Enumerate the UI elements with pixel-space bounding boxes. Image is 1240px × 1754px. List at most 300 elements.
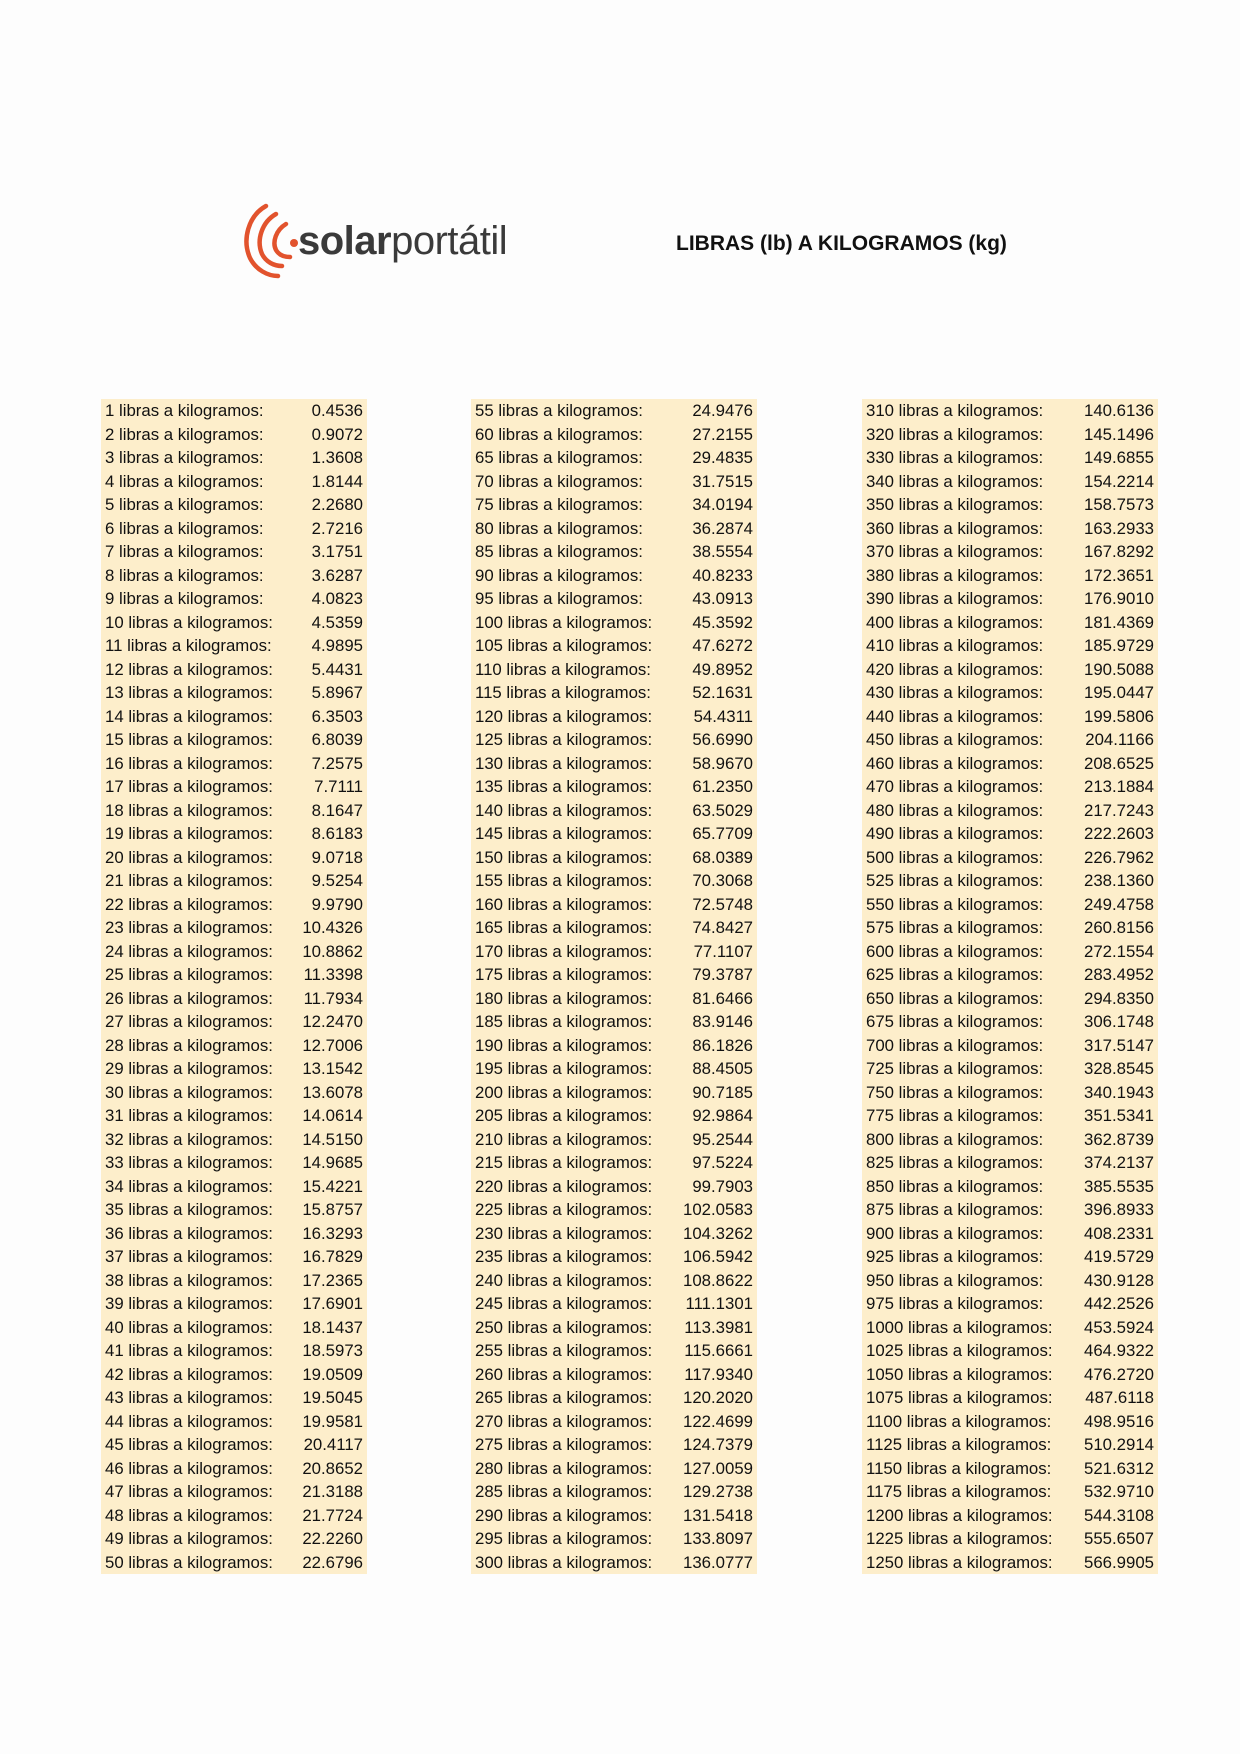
conversion-value: 21.3188 bbox=[302, 1482, 363, 1501]
conversion-value: 86.1826 bbox=[692, 1035, 753, 1055]
conversion-value: 22.6796 bbox=[302, 1552, 363, 1572]
conversion-row bbox=[101, 1504, 367, 1528]
conversion-row bbox=[101, 1175, 367, 1199]
conversion-label: 255 libras a kilogramos: bbox=[475, 1341, 653, 1360]
conversion-label: 215 libras a kilogramos: bbox=[475, 1153, 653, 1172]
conversion-label: 185 libras a kilogramos: bbox=[475, 1012, 653, 1031]
conversion-row bbox=[862, 423, 1158, 447]
conversion-value: 15.8757 bbox=[302, 1200, 363, 1219]
conversion-row bbox=[101, 634, 367, 658]
conversion-label: 725 libras a kilogramos: bbox=[866, 1059, 1044, 1078]
conversion-value: 124.7379 bbox=[683, 1435, 753, 1454]
conversion-value: 172.3651 bbox=[1084, 565, 1154, 585]
conversion-row bbox=[471, 1339, 757, 1363]
conversion-value: 351.5341 bbox=[1084, 1106, 1154, 1125]
conversion-value: 19.0509 bbox=[302, 1364, 363, 1384]
conversion-row bbox=[101, 1222, 367, 1246]
conversion-label: 950 libras a kilogramos: bbox=[866, 1270, 1044, 1290]
conversion-label: 360 libras a kilogramos: bbox=[866, 518, 1044, 538]
conversion-row bbox=[862, 540, 1158, 564]
conversion-row bbox=[101, 1339, 367, 1363]
conversion-label: 900 libras a kilogramos: bbox=[866, 1223, 1044, 1243]
conversion-row bbox=[101, 822, 367, 846]
conversion-column-3 bbox=[862, 399, 1158, 1574]
conversion-value: 13.1542 bbox=[302, 1059, 363, 1078]
conversion-row bbox=[101, 1386, 367, 1410]
conversion-row bbox=[471, 1480, 757, 1504]
conversion-value: 6.3503 bbox=[311, 706, 363, 726]
conversion-row bbox=[471, 1433, 757, 1457]
conversion-label: 125 libras a kilogramos: bbox=[475, 730, 653, 749]
conversion-label: 145 libras a kilogramos: bbox=[475, 824, 653, 843]
conversion-value: 154.2214 bbox=[1084, 471, 1154, 491]
conversion-row bbox=[101, 1151, 367, 1175]
conversion-label: 285 libras a kilogramos: bbox=[475, 1482, 653, 1501]
conversion-label: 275 libras a kilogramos: bbox=[475, 1435, 653, 1454]
conversion-label: 800 libras a kilogramos: bbox=[866, 1129, 1044, 1149]
conversion-label: 120 libras a kilogramos: bbox=[475, 706, 653, 726]
conversion-row bbox=[862, 987, 1158, 1011]
conversion-row bbox=[862, 1457, 1158, 1481]
conversion-value: 317.5147 bbox=[1084, 1035, 1154, 1055]
conversion-value: 396.8933 bbox=[1084, 1200, 1154, 1219]
conversion-value: 17.6901 bbox=[302, 1294, 363, 1313]
conversion-row bbox=[471, 1316, 757, 1340]
conversion-label: 45 libras a kilogramos: bbox=[105, 1435, 273, 1454]
conversion-row bbox=[471, 681, 757, 705]
conversion-row bbox=[471, 446, 757, 470]
conversion-value: 158.7573 bbox=[1084, 495, 1154, 514]
conversion-row bbox=[471, 1527, 757, 1551]
conversion-value: 68.0389 bbox=[692, 847, 753, 867]
conversion-row bbox=[471, 1057, 757, 1081]
conversion-row bbox=[101, 1269, 367, 1293]
conversion-value: 208.6525 bbox=[1084, 753, 1154, 773]
conversion-label: 29 libras a kilogramos: bbox=[105, 1059, 273, 1078]
conversion-row bbox=[862, 1128, 1158, 1152]
conversion-value: 97.5224 bbox=[692, 1153, 753, 1172]
conversion-value: 340.1943 bbox=[1084, 1082, 1154, 1102]
conversion-label: 1050 libras a kilogramos: bbox=[866, 1364, 1053, 1384]
conversion-value: 19.5045 bbox=[302, 1388, 363, 1407]
conversion-value: 306.1748 bbox=[1084, 1012, 1154, 1031]
conversion-label: 43 libras a kilogramos: bbox=[105, 1388, 273, 1407]
conversion-label: 500 libras a kilogramos: bbox=[866, 847, 1044, 867]
conversion-row bbox=[862, 1363, 1158, 1387]
conversion-value: 10.8862 bbox=[302, 941, 363, 961]
conversion-label: 440 libras a kilogramos: bbox=[866, 706, 1044, 726]
conversion-label: 245 libras a kilogramos: bbox=[475, 1294, 653, 1313]
conversion-row bbox=[862, 1433, 1158, 1457]
conversion-value: 3.1751 bbox=[311, 542, 363, 561]
conversion-row bbox=[862, 1010, 1158, 1034]
conversion-row bbox=[471, 564, 757, 588]
conversion-value: 7.7111 bbox=[314, 777, 363, 796]
conversion-row bbox=[471, 1175, 757, 1199]
conversion-value: 5.4431 bbox=[311, 659, 363, 679]
conversion-row bbox=[862, 963, 1158, 987]
conversion-label: 155 libras a kilogramos: bbox=[475, 871, 653, 890]
conversion-label: 37 libras a kilogramos: bbox=[105, 1247, 273, 1266]
conversion-value: 14.0614 bbox=[302, 1106, 363, 1125]
conversion-row bbox=[862, 1151, 1158, 1175]
conversion-value: 14.5150 bbox=[302, 1129, 363, 1149]
conversion-value: 217.7243 bbox=[1084, 800, 1154, 820]
conversion-row bbox=[471, 705, 757, 729]
conversion-label: 14 libras a kilogramos: bbox=[105, 706, 273, 726]
logo-wordmark bbox=[298, 218, 507, 264]
conversion-label: 44 libras a kilogramos: bbox=[105, 1411, 273, 1431]
conversion-value: 9.9790 bbox=[311, 894, 363, 914]
conversion-value: 385.5535 bbox=[1084, 1176, 1154, 1196]
conversion-label: 130 libras a kilogramos: bbox=[475, 753, 653, 773]
conversion-label: 10 libras a kilogramos: bbox=[105, 612, 273, 632]
conversion-label: 875 libras a kilogramos: bbox=[866, 1200, 1044, 1219]
conversion-label: 30 libras a kilogramos: bbox=[105, 1082, 273, 1102]
conversion-label: 260 libras a kilogramos: bbox=[475, 1364, 653, 1384]
conversion-row bbox=[471, 1081, 757, 1105]
conversion-value: 13.6078 bbox=[302, 1082, 363, 1102]
conversion-value: 108.8622 bbox=[683, 1270, 753, 1290]
sun-arcs-icon bbox=[238, 200, 302, 280]
conversion-value: 58.9670 bbox=[692, 753, 753, 773]
conversion-label: 36 libras a kilogramos: bbox=[105, 1223, 273, 1243]
conversion-row bbox=[101, 611, 367, 635]
conversion-row bbox=[471, 1198, 757, 1222]
conversion-label: 310 libras a kilogramos: bbox=[866, 401, 1044, 420]
conversion-row bbox=[101, 1457, 367, 1481]
conversion-value: 18.5973 bbox=[302, 1341, 363, 1360]
conversion-value: 167.8292 bbox=[1084, 542, 1154, 561]
conversion-label: 210 libras a kilogramos: bbox=[475, 1129, 653, 1149]
conversion-label: 55 libras a kilogramos: bbox=[475, 401, 643, 420]
conversion-value: 140.6136 bbox=[1084, 401, 1154, 420]
conversion-row bbox=[101, 869, 367, 893]
conversion-value: 12.2470 bbox=[302, 1012, 363, 1031]
conversion-value: 52.1631 bbox=[692, 683, 753, 702]
conversion-row bbox=[471, 1269, 757, 1293]
conversion-value: 31.7515 bbox=[692, 471, 753, 491]
conversion-value: 213.1884 bbox=[1084, 777, 1154, 796]
conversion-label: 1225 libras a kilogramos: bbox=[866, 1529, 1053, 1548]
conversion-value: 111.1301 bbox=[685, 1294, 753, 1313]
conversion-row bbox=[862, 940, 1158, 964]
conversion-label: 270 libras a kilogramos: bbox=[475, 1411, 653, 1431]
conversion-value: 47.6272 bbox=[692, 636, 753, 655]
conversion-row bbox=[471, 1457, 757, 1481]
conversion-value: 487.6118 bbox=[1085, 1388, 1154, 1407]
conversion-row bbox=[862, 705, 1158, 729]
conversion-value: 90.7185 bbox=[692, 1082, 753, 1102]
conversion-value: 79.3787 bbox=[692, 965, 753, 984]
conversion-label: 39 libras a kilogramos: bbox=[105, 1294, 273, 1313]
conversion-value: 226.7962 bbox=[1084, 847, 1154, 867]
conversion-value: 2.7216 bbox=[311, 518, 363, 538]
page-title: LIBRAS (lb) A KILOGRAMOS (kg) bbox=[676, 232, 1007, 255]
conversion-value: 27.2155 bbox=[692, 424, 753, 444]
conversion-value: 115.6661 bbox=[684, 1341, 753, 1360]
conversion-value: 9.5254 bbox=[311, 871, 363, 890]
conversion-label: 625 libras a kilogramos: bbox=[866, 965, 1044, 984]
conversion-value: 2.2680 bbox=[311, 495, 363, 514]
conversion-row bbox=[471, 728, 757, 752]
conversion-value: 510.2914 bbox=[1084, 1435, 1154, 1454]
conversion-value: 117.9340 bbox=[684, 1364, 753, 1384]
conversion-label: 140 libras a kilogramos: bbox=[475, 800, 653, 820]
logo-light-text: portátil bbox=[391, 219, 508, 263]
conversion-value: 12.7006 bbox=[302, 1035, 363, 1055]
conversion-value: 442.2526 bbox=[1084, 1294, 1154, 1313]
conversion-row bbox=[471, 1410, 757, 1434]
conversion-value: 56.6990 bbox=[692, 730, 753, 749]
conversion-row bbox=[862, 1057, 1158, 1081]
conversion-value: 43.0913 bbox=[692, 589, 753, 608]
conversion-label: 15 libras a kilogramos: bbox=[105, 730, 273, 749]
conversion-value: 15.4221 bbox=[302, 1176, 363, 1196]
conversion-value: 24.9476 bbox=[692, 401, 753, 420]
conversion-value: 16.3293 bbox=[302, 1223, 363, 1243]
conversion-row bbox=[471, 987, 757, 1011]
conversion-row bbox=[101, 1527, 367, 1551]
conversion-value: 249.4758 bbox=[1084, 894, 1154, 914]
conversion-label: 825 libras a kilogramos: bbox=[866, 1153, 1044, 1172]
conversion-value: 260.8156 bbox=[1084, 918, 1154, 937]
conversion-label: 28 libras a kilogramos: bbox=[105, 1035, 273, 1055]
conversion-row bbox=[862, 1551, 1158, 1575]
conversion-row bbox=[862, 822, 1158, 846]
conversion-row bbox=[471, 1034, 757, 1058]
conversion-row bbox=[862, 611, 1158, 635]
conversion-row bbox=[862, 728, 1158, 752]
conversion-value: 95.2544 bbox=[692, 1129, 753, 1149]
conversion-row bbox=[471, 493, 757, 517]
conversion-label: 250 libras a kilogramos: bbox=[475, 1317, 653, 1337]
conversion-row bbox=[862, 634, 1158, 658]
conversion-label: 180 libras a kilogramos: bbox=[475, 988, 653, 1008]
conversion-row bbox=[471, 587, 757, 611]
conversion-row bbox=[101, 540, 367, 564]
conversion-value: 7.2575 bbox=[311, 753, 363, 773]
conversion-label: 400 libras a kilogramos: bbox=[866, 612, 1044, 632]
conversion-value: 29.4835 bbox=[692, 448, 753, 467]
conversion-row bbox=[862, 1339, 1158, 1363]
conversion-label: 160 libras a kilogramos: bbox=[475, 894, 653, 914]
conversion-label: 410 libras a kilogramos: bbox=[866, 636, 1044, 655]
conversion-row bbox=[101, 893, 367, 917]
conversion-row bbox=[862, 587, 1158, 611]
conversion-row bbox=[862, 1316, 1158, 1340]
conversion-label: 105 libras a kilogramos: bbox=[475, 636, 653, 655]
conversion-label: 700 libras a kilogramos: bbox=[866, 1035, 1044, 1055]
conversion-value: 127.0059 bbox=[683, 1458, 753, 1478]
conversion-label: 925 libras a kilogramos: bbox=[866, 1247, 1044, 1266]
conversion-row bbox=[862, 1386, 1158, 1410]
conversion-label: 195 libras a kilogramos: bbox=[475, 1059, 653, 1078]
logo-bold-text: solar bbox=[298, 219, 392, 263]
conversion-row bbox=[101, 1057, 367, 1081]
conversion-value: 163.2933 bbox=[1084, 518, 1154, 538]
conversion-label: 1200 libras a kilogramos: bbox=[866, 1505, 1053, 1525]
conversion-label: 31 libras a kilogramos: bbox=[105, 1106, 273, 1125]
conversion-row bbox=[101, 517, 367, 541]
conversion-row bbox=[471, 658, 757, 682]
conversion-label: 1100 libras a kilogramos: bbox=[866, 1411, 1052, 1431]
conversion-value: 9.0718 bbox=[311, 847, 363, 867]
conversion-label: 205 libras a kilogramos: bbox=[475, 1106, 653, 1125]
conversion-label: 1250 libras a kilogramos: bbox=[866, 1552, 1053, 1572]
conversion-value: 328.8545 bbox=[1084, 1059, 1154, 1078]
conversion-value: 16.7829 bbox=[302, 1247, 363, 1266]
conversion-row bbox=[862, 1175, 1158, 1199]
conversion-value: 36.2874 bbox=[692, 518, 753, 538]
conversion-label: 480 libras a kilogramos: bbox=[866, 800, 1044, 820]
conversion-label: 95 libras a kilogramos: bbox=[475, 589, 643, 608]
conversion-row bbox=[471, 1551, 757, 1575]
conversion-row bbox=[471, 893, 757, 917]
conversion-label: 11 libras a kilogramos: bbox=[105, 636, 272, 655]
conversion-value: 272.1554 bbox=[1084, 941, 1154, 961]
conversion-row bbox=[862, 893, 1158, 917]
conversion-value: 8.6183 bbox=[311, 824, 363, 843]
conversion-label: 320 libras a kilogramos: bbox=[866, 424, 1044, 444]
conversion-label: 340 libras a kilogramos: bbox=[866, 471, 1044, 491]
conversion-label: 33 libras a kilogramos: bbox=[105, 1153, 273, 1172]
conversion-value: 99.7903 bbox=[692, 1176, 753, 1196]
conversion-row bbox=[862, 916, 1158, 940]
conversion-row bbox=[471, 1128, 757, 1152]
conversion-row bbox=[101, 963, 367, 987]
conversion-row bbox=[862, 869, 1158, 893]
conversion-row bbox=[862, 658, 1158, 682]
conversion-label: 9 libras a kilogramos: bbox=[105, 589, 264, 608]
conversion-row bbox=[101, 1081, 367, 1105]
conversion-label: 100 libras a kilogramos: bbox=[475, 612, 653, 632]
conversion-row bbox=[862, 1245, 1158, 1269]
conversion-row bbox=[862, 1480, 1158, 1504]
conversion-label: 280 libras a kilogramos: bbox=[475, 1458, 653, 1478]
conversion-label: 40 libras a kilogramos: bbox=[105, 1317, 273, 1337]
conversion-value: 8.1647 bbox=[311, 800, 363, 820]
conversion-value: 476.2720 bbox=[1084, 1364, 1154, 1384]
conversion-value: 133.8097 bbox=[683, 1529, 753, 1548]
conversion-row bbox=[862, 1034, 1158, 1058]
conversion-label: 5 libras a kilogramos: bbox=[105, 495, 264, 514]
conversion-row bbox=[862, 1292, 1158, 1316]
conversion-row bbox=[862, 1527, 1158, 1551]
conversion-row bbox=[101, 1433, 367, 1457]
conversion-value: 40.8233 bbox=[692, 565, 753, 585]
conversion-value: 498.9516 bbox=[1084, 1411, 1154, 1431]
conversion-value: 20.4117 bbox=[303, 1435, 363, 1454]
conversion-value: 199.5806 bbox=[1084, 706, 1154, 726]
conversion-row bbox=[101, 1292, 367, 1316]
conversion-value: 4.5359 bbox=[311, 612, 363, 632]
conversion-row bbox=[862, 1410, 1158, 1434]
conversion-label: 575 libras a kilogramos: bbox=[866, 918, 1044, 937]
conversion-value: 555.6507 bbox=[1084, 1529, 1154, 1548]
conversion-label: 41 libras a kilogramos: bbox=[105, 1341, 273, 1360]
conversion-row bbox=[101, 916, 367, 940]
conversion-label: 1 libras a kilogramos: bbox=[105, 401, 264, 420]
conversion-value: 14.9685 bbox=[302, 1153, 363, 1172]
conversion-row bbox=[471, 1151, 757, 1175]
conversion-label: 550 libras a kilogramos: bbox=[866, 894, 1044, 914]
conversion-label: 450 libras a kilogramos: bbox=[866, 730, 1044, 749]
conversion-value: 6.8039 bbox=[311, 730, 363, 749]
conversion-value: 70.3068 bbox=[692, 871, 753, 890]
conversion-label: 470 libras a kilogramos: bbox=[866, 777, 1044, 796]
conversion-label: 170 libras a kilogramos: bbox=[475, 941, 653, 961]
conversion-row bbox=[101, 1104, 367, 1128]
conversion-row bbox=[471, 1222, 757, 1246]
conversion-value: 566.9905 bbox=[1084, 1552, 1154, 1572]
conversion-value: 21.7724 bbox=[302, 1505, 363, 1525]
conversion-row bbox=[862, 399, 1158, 423]
conversion-value: 22.2260 bbox=[302, 1529, 363, 1548]
conversion-label: 23 libras a kilogramos: bbox=[105, 918, 273, 937]
conversion-label: 775 libras a kilogramos: bbox=[866, 1106, 1044, 1125]
conversion-row bbox=[101, 1551, 367, 1575]
conversion-row bbox=[471, 963, 757, 987]
conversion-value: 45.3592 bbox=[692, 612, 753, 632]
conversion-label: 675 libras a kilogramos: bbox=[866, 1012, 1044, 1031]
conversion-row bbox=[471, 1363, 757, 1387]
conversion-value: 464.9322 bbox=[1084, 1341, 1154, 1360]
conversion-label: 27 libras a kilogramos: bbox=[105, 1012, 273, 1031]
conversion-label: 175 libras a kilogramos: bbox=[475, 965, 653, 984]
conversion-value: 92.9864 bbox=[692, 1106, 753, 1125]
conversion-row bbox=[862, 493, 1158, 517]
conversion-value: 176.9010 bbox=[1084, 589, 1154, 608]
conversion-value: 104.3262 bbox=[683, 1223, 753, 1243]
conversion-value: 102.0583 bbox=[683, 1200, 753, 1219]
conversion-row bbox=[101, 940, 367, 964]
conversion-label: 50 libras a kilogramos: bbox=[105, 1552, 273, 1572]
conversion-row bbox=[471, 1386, 757, 1410]
conversion-row bbox=[101, 752, 367, 776]
conversion-label: 1175 libras a kilogramos: bbox=[866, 1482, 1052, 1501]
conversion-row bbox=[471, 1010, 757, 1034]
conversion-row bbox=[101, 681, 367, 705]
conversion-label: 6 libras a kilogramos: bbox=[105, 518, 264, 538]
conversion-value: 65.7709 bbox=[692, 824, 753, 843]
conversion-value: 374.2137 bbox=[1084, 1153, 1154, 1172]
conversion-value: 72.5748 bbox=[692, 894, 753, 914]
conversion-column-1 bbox=[101, 399, 367, 1574]
conversion-label: 3 libras a kilogramos: bbox=[105, 448, 264, 467]
conversion-row bbox=[471, 470, 757, 494]
conversion-value: 131.5418 bbox=[683, 1505, 753, 1525]
conversion-value: 54.4311 bbox=[693, 706, 753, 726]
conversion-label: 230 libras a kilogramos: bbox=[475, 1223, 653, 1243]
conversion-value: 83.9146 bbox=[692, 1012, 753, 1031]
conversion-row bbox=[101, 470, 367, 494]
conversion-label: 650 libras a kilogramos: bbox=[866, 988, 1044, 1008]
conversion-label: 1025 libras a kilogramos: bbox=[866, 1341, 1053, 1360]
conversion-label: 60 libras a kilogramos: bbox=[475, 424, 643, 444]
conversion-row bbox=[101, 705, 367, 729]
conversion-value: 49.8952 bbox=[692, 659, 753, 679]
conversion-value: 1.8144 bbox=[311, 471, 363, 491]
conversion-label: 12 libras a kilogramos: bbox=[105, 659, 273, 679]
conversion-value: 532.9710 bbox=[1084, 1482, 1154, 1501]
conversion-value: 34.0194 bbox=[692, 495, 753, 514]
conversion-label: 18 libras a kilogramos: bbox=[105, 800, 273, 820]
conversion-row bbox=[862, 446, 1158, 470]
conversion-row bbox=[471, 1504, 757, 1528]
conversion-row bbox=[101, 1480, 367, 1504]
conversion-row bbox=[862, 1222, 1158, 1246]
